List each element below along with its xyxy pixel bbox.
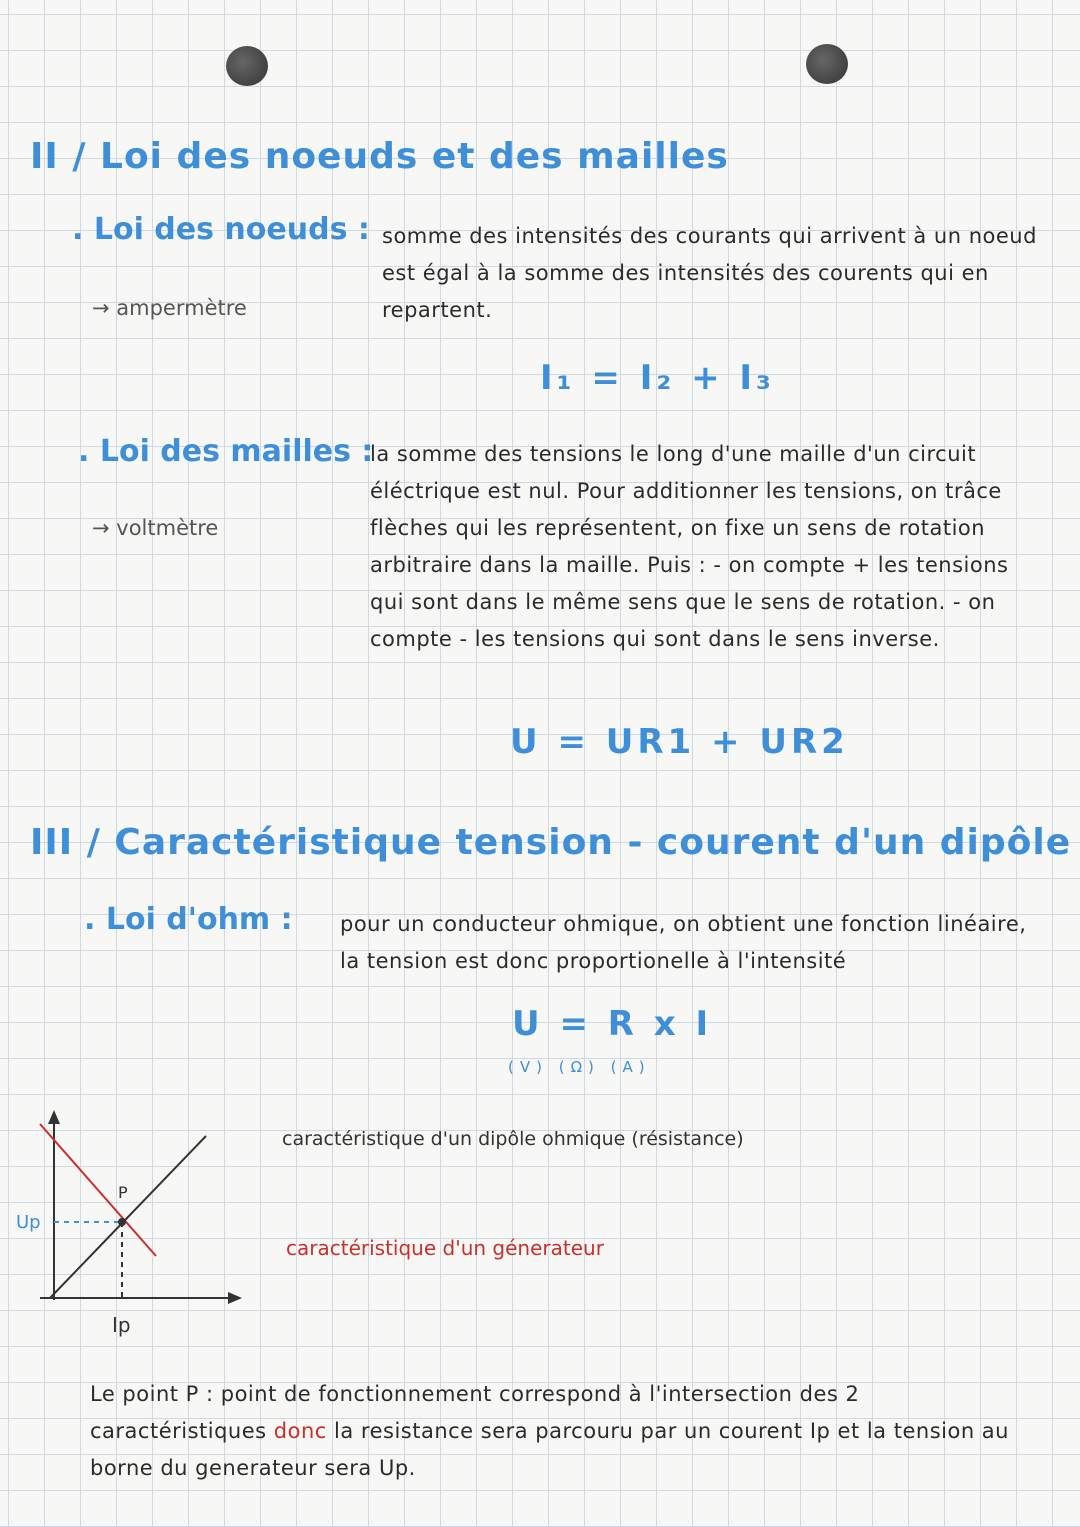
section-3-title: III / Caractéristique tension - courent d'un dipôle: [30, 822, 1072, 863]
noeuds-note: → ampermètre: [92, 296, 247, 320]
conclusion-donc: donc: [273, 1419, 327, 1443]
section-2-title: II / Loi des noeuds et des mailles: [30, 136, 729, 177]
generator-line: [40, 1124, 156, 1256]
ohm-formula: U = R x I: [512, 1004, 713, 1044]
binder-hole-right: [806, 44, 848, 84]
point-p: [118, 1218, 126, 1226]
mailles-formula: U = UR1 + UR2: [510, 722, 849, 762]
ohm-label: . Loi d'ohm :: [84, 902, 293, 937]
characteristic-graph: [10, 1100, 260, 1360]
ip-label: Ip: [112, 1313, 131, 1337]
conclusion-part2: la resistance sera parcouru par un courent Ip et la tension au borne du generateur sera Up.: [90, 1419, 1009, 1480]
y-axis-arrow: [48, 1110, 60, 1124]
generator-caption: caractéristique d'un génerateur: [286, 1236, 604, 1260]
mailles-text: la somme des tensions le long d'une maille d'un circuit éléctrique est nul. Pour additionner les tensions, on trâce flèches qui les représentent, on fixe un sens de rotation arbitraire dans la maille. Puis : - on compte + les tensions qui sont dans le même sens que le sens de rotation. - on compte - les tensions qui sont dans le sens inverse.: [370, 442, 1009, 651]
mailles-note: → voltmètre: [92, 516, 219, 540]
up-label: Up: [16, 1212, 41, 1233]
ohmic-caption: caractéristique d'un dipôle ohmique (résistance): [282, 1128, 744, 1150]
ohm-text: pour un conducteur ohmique, on obtient une fonction linéaire, la tension est donc proportionelle à l'intensité: [340, 912, 1027, 973]
ohmic-line: [50, 1136, 206, 1298]
point-p-label: P: [118, 1183, 128, 1202]
ohm-units: (V) (Ω) (A): [508, 1058, 651, 1076]
noeuds-formula: I₁ = I₂ + I₃: [540, 358, 775, 398]
x-axis-arrow: [228, 1292, 242, 1304]
mailles-label: . Loi des mailles :: [78, 434, 374, 469]
conclusion-text: [90, 1376, 1030, 1487]
conclusion-part1: Le point P : point de fonctionnement correspond à l'intersection des 2 caractéristiques: [90, 1382, 860, 1443]
binder-hole-left: [226, 46, 268, 86]
noeuds-label: . Loi des noeuds :: [72, 212, 370, 247]
noeuds-text: somme des intensités des courants qui arrivent à un noeud est égal à la somme des intensités des courents qui en repartent.: [382, 224, 1037, 322]
